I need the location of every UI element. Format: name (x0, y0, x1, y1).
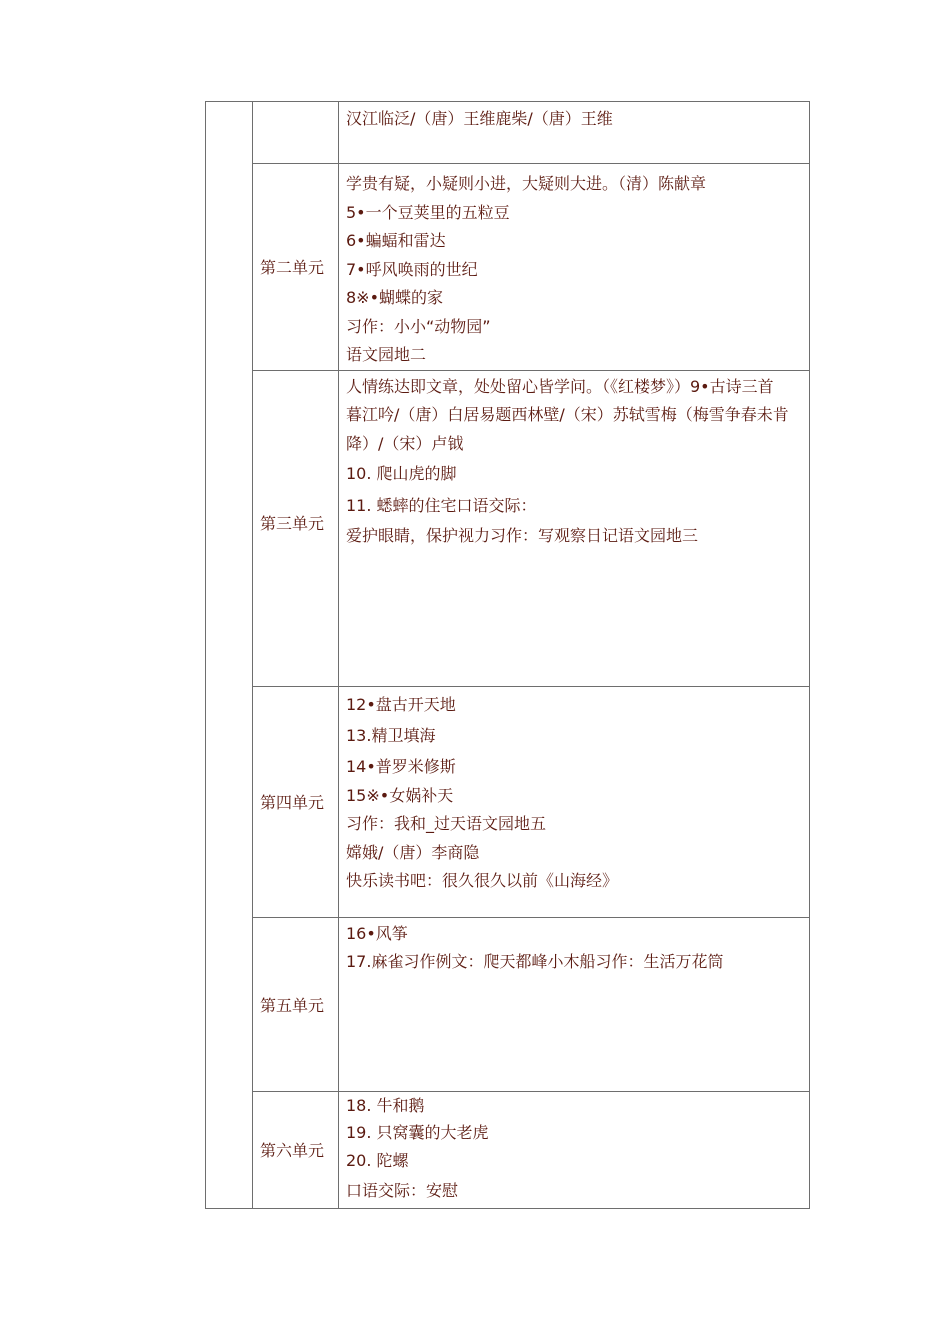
unit-cell (253, 102, 339, 164)
table-row (206, 164, 810, 371)
content-cell (339, 1091, 810, 1208)
content-line: 快乐读书吧：很久很久以前《山海经》 (346, 871, 619, 890)
table-row (206, 917, 810, 1091)
content-line: 17.麻雀习作例文：爬天都峰小木船习作：生活万花筒 (346, 952, 724, 971)
content-line: 18. 牛和鹅 (346, 1095, 425, 1115)
table-row (206, 686, 810, 917)
content-line: 12•盘古开天地 (346, 694, 456, 714)
content-line: 汉江临泛/（唐）王维鹿柴/（唐）王维 (346, 109, 613, 128)
content-line: 7•呼风唤雨的世纪 (346, 259, 478, 279)
content-line: 爱护眼睛，保护视力习作：写观察日记语文园地三 (346, 526, 699, 545)
content-line: 人情练达即文章，处处留心皆学问。（《红楼梦》）9•古诗三首 (346, 376, 774, 396)
table-row (206, 1091, 810, 1208)
content-line: 习作：小小“动物园” (346, 316, 491, 336)
content-cell (339, 102, 810, 164)
unit-cell (253, 917, 339, 1091)
content-line: 10. 爬山虎的脚 (346, 464, 457, 483)
content-line: 嫦娥/（唐）李商隐 (346, 842, 480, 862)
content-line: 5•一个豆荚里的五粒豆 (346, 202, 510, 222)
content-line: 16•风筝 (346, 923, 408, 943)
table-row (206, 370, 810, 686)
content-cell (339, 370, 810, 686)
content-cell (339, 686, 810, 917)
content-line: 暮江吟/（唐）白居易题西林壁/（宋）苏轼雪梅（梅雪争春未肯降）/（宋）卢钺 (346, 405, 789, 453)
content-line: 语文园地二 (346, 345, 427, 364)
unit-cell (253, 1091, 339, 1208)
content-cell (339, 164, 810, 371)
unit-label: 第四单元 (260, 793, 325, 812)
unit-cell (253, 164, 339, 371)
content-line: 14•普罗米修斯 (346, 756, 456, 776)
table-row (206, 102, 810, 164)
unit-label: 第二单元 (260, 258, 325, 278)
content-line: 习作：我和_过天语文园地五 (346, 814, 547, 833)
content-line: 15※•女娲补天 (346, 785, 454, 805)
unit-label: 第六单元 (260, 1141, 325, 1160)
unit-label: 第三单元 (260, 513, 325, 533)
content-line: 19. 只窝囊的大老虎 (346, 1122, 489, 1142)
content-line: 8※•蝴蝶的家 (346, 288, 444, 307)
unit-cell (253, 686, 339, 917)
merged-left-cell (206, 102, 253, 1209)
curriculum-table (205, 101, 810, 1209)
unit-cell (253, 370, 339, 686)
content-line: 20. 陀螺 (346, 1150, 409, 1170)
unit-label: 第五单元 (260, 995, 325, 1015)
content-line: 11. 蟋蟀的住宅口语交际： (346, 496, 537, 515)
content-line: 6•蝙蝠和雷达 (346, 231, 446, 250)
content-line: 学贵有疑，小疑则小进，大疑则大进。（清）陈献章 (346, 174, 707, 193)
content-line: 13.精卫填海 (346, 725, 436, 745)
content-line: 口语交际：安慰 (346, 1180, 459, 1200)
content-cell (339, 917, 810, 1091)
